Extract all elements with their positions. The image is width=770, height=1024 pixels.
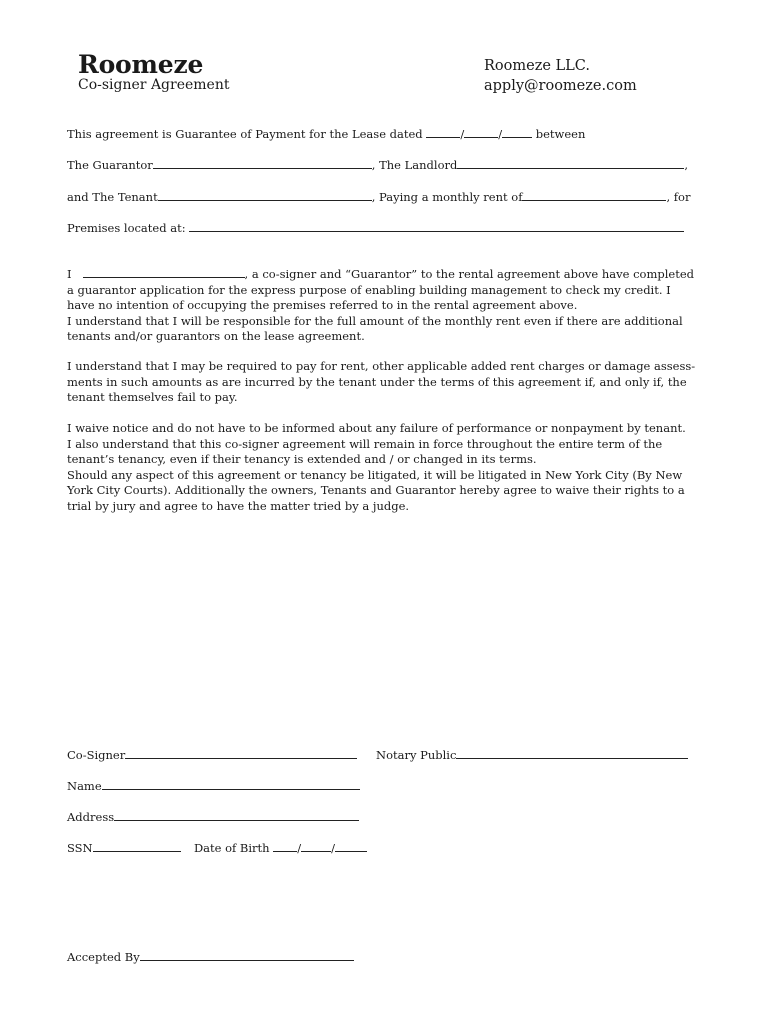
date-separator: / bbox=[460, 127, 465, 141]
dob-label: Date of Birth bbox=[193, 841, 270, 855]
dob-day-field[interactable] bbox=[301, 840, 331, 852]
premises-label: Premises located at: bbox=[67, 221, 186, 235]
paragraph-line: I waive notice and do not have to be informed about any failure of performance or nonpayment by tenant. bbox=[67, 421, 686, 435]
address-field[interactable] bbox=[114, 809, 359, 821]
payment-obligation-paragraph bbox=[67, 359, 696, 406]
accepted-by-line bbox=[67, 949, 354, 964]
accepted-by-field[interactable] bbox=[140, 949, 354, 961]
tenant-rent-line bbox=[67, 189, 690, 204]
ssn-field[interactable] bbox=[93, 840, 181, 852]
name-field[interactable] bbox=[102, 778, 360, 790]
between-label: between bbox=[535, 127, 586, 141]
paragraph-line: tenant’s tenancy, even if their tenancy is extended and / or changed in its terms. bbox=[67, 452, 537, 466]
guarantor-label: The Guarantor bbox=[67, 158, 153, 172]
paragraph-line: Should any aspect of this agreement or tenancy be litigated, it will be litigated in New York City (By New bbox=[67, 467, 683, 482]
paragraph-line: ments in such amounts as are incurred by the tenant under the terms of this agreement if, and only if, the bbox=[67, 374, 687, 389]
date-separator: / bbox=[297, 841, 302, 855]
guarantor-name-field[interactable] bbox=[83, 266, 245, 278]
paragraph-line bbox=[67, 266, 692, 283]
paragraph-line: York City Courts). Additionally the owners, Tenants and Guarantor hereby agree to waive their rights to a bbox=[67, 483, 685, 497]
landlord-label: , The Landlord bbox=[371, 158, 458, 172]
paragraph-line: tenant themselves fail to pay. bbox=[67, 390, 238, 404]
paragraph-text: , a co-signer and “Guarantor” to the rental agreement above have completed bbox=[244, 267, 694, 281]
date-separator: / bbox=[331, 841, 335, 855]
monthly-rent-field[interactable] bbox=[522, 189, 666, 201]
address-line bbox=[67, 809, 359, 824]
date-separator: / bbox=[498, 127, 503, 141]
lease-date-day-field[interactable] bbox=[464, 126, 498, 138]
notary-signature-line bbox=[376, 747, 688, 762]
rent-end: , for bbox=[666, 190, 691, 204]
landlord-field[interactable] bbox=[457, 157, 684, 169]
guarantor-landlord-line bbox=[67, 157, 688, 172]
paragraph-line: I understand that I may be required to pay for rent, other applicable added rent charges or damage assess- bbox=[67, 359, 696, 373]
paragraph-line: I also understand that this co-signer agreement will remain in force throughout the entire term of the bbox=[67, 436, 663, 451]
tenant-field[interactable] bbox=[158, 189, 372, 201]
premises-field[interactable] bbox=[189, 220, 684, 232]
waiver-paragraph bbox=[67, 421, 692, 514]
guarantor-field[interactable] bbox=[153, 157, 372, 169]
paragraph-lead: I bbox=[67, 267, 72, 281]
paragraph-line: have no intention of occupying the premises referred to in the rental agreement above. bbox=[67, 298, 578, 312]
lease-date-label: This agreement is Guarantee of Payment for the Lease dated bbox=[67, 127, 423, 141]
ssn-label: SSN bbox=[67, 841, 93, 855]
paragraph-line: a guarantor application for the express purpose of enabling building management to check my credit. I bbox=[67, 282, 671, 297]
dob-month-field[interactable] bbox=[273, 840, 297, 852]
tenant-label: and The Tenant bbox=[67, 190, 158, 204]
guarantor-statement-paragraph bbox=[67, 266, 692, 345]
company-email: apply@roomeze.com bbox=[484, 78, 637, 94]
landlord-end: , bbox=[684, 158, 689, 172]
dob-year-field[interactable] bbox=[335, 840, 367, 852]
cosigner-signature-line bbox=[67, 747, 357, 762]
notary-signature-field[interactable] bbox=[456, 747, 688, 759]
paragraph-line: I understand that I will be responsible for the full amount of the monthly rent even if there are additional bbox=[67, 313, 683, 328]
accepted-by-label: Accepted By bbox=[67, 950, 140, 964]
notary-label: Notary Public bbox=[376, 748, 457, 762]
paragraph-line: tenants and/or guarantors on the lease agreement. bbox=[67, 329, 365, 343]
cosigner-signature-field[interactable] bbox=[125, 747, 357, 759]
lease-date-month-field[interactable] bbox=[426, 126, 460, 138]
address-label: Address bbox=[67, 810, 115, 824]
lease-date-line bbox=[67, 126, 585, 141]
name-label: Name bbox=[67, 779, 102, 793]
cosigner-label: Co-Signer bbox=[67, 748, 126, 762]
company-logo-text: Roomeze bbox=[78, 50, 204, 79]
lease-date-year-field[interactable] bbox=[502, 126, 532, 138]
rent-label: , Paying a monthly rent of bbox=[371, 190, 523, 204]
company-name: Roomeze LLC. bbox=[484, 58, 590, 74]
premises-line bbox=[67, 220, 684, 235]
document-title: Co-signer Agreement bbox=[78, 77, 230, 93]
ssn-dob-line bbox=[67, 840, 367, 855]
name-line bbox=[67, 778, 360, 793]
paragraph-line: trial by jury and agree to have the matter tried by a judge. bbox=[67, 498, 410, 513]
